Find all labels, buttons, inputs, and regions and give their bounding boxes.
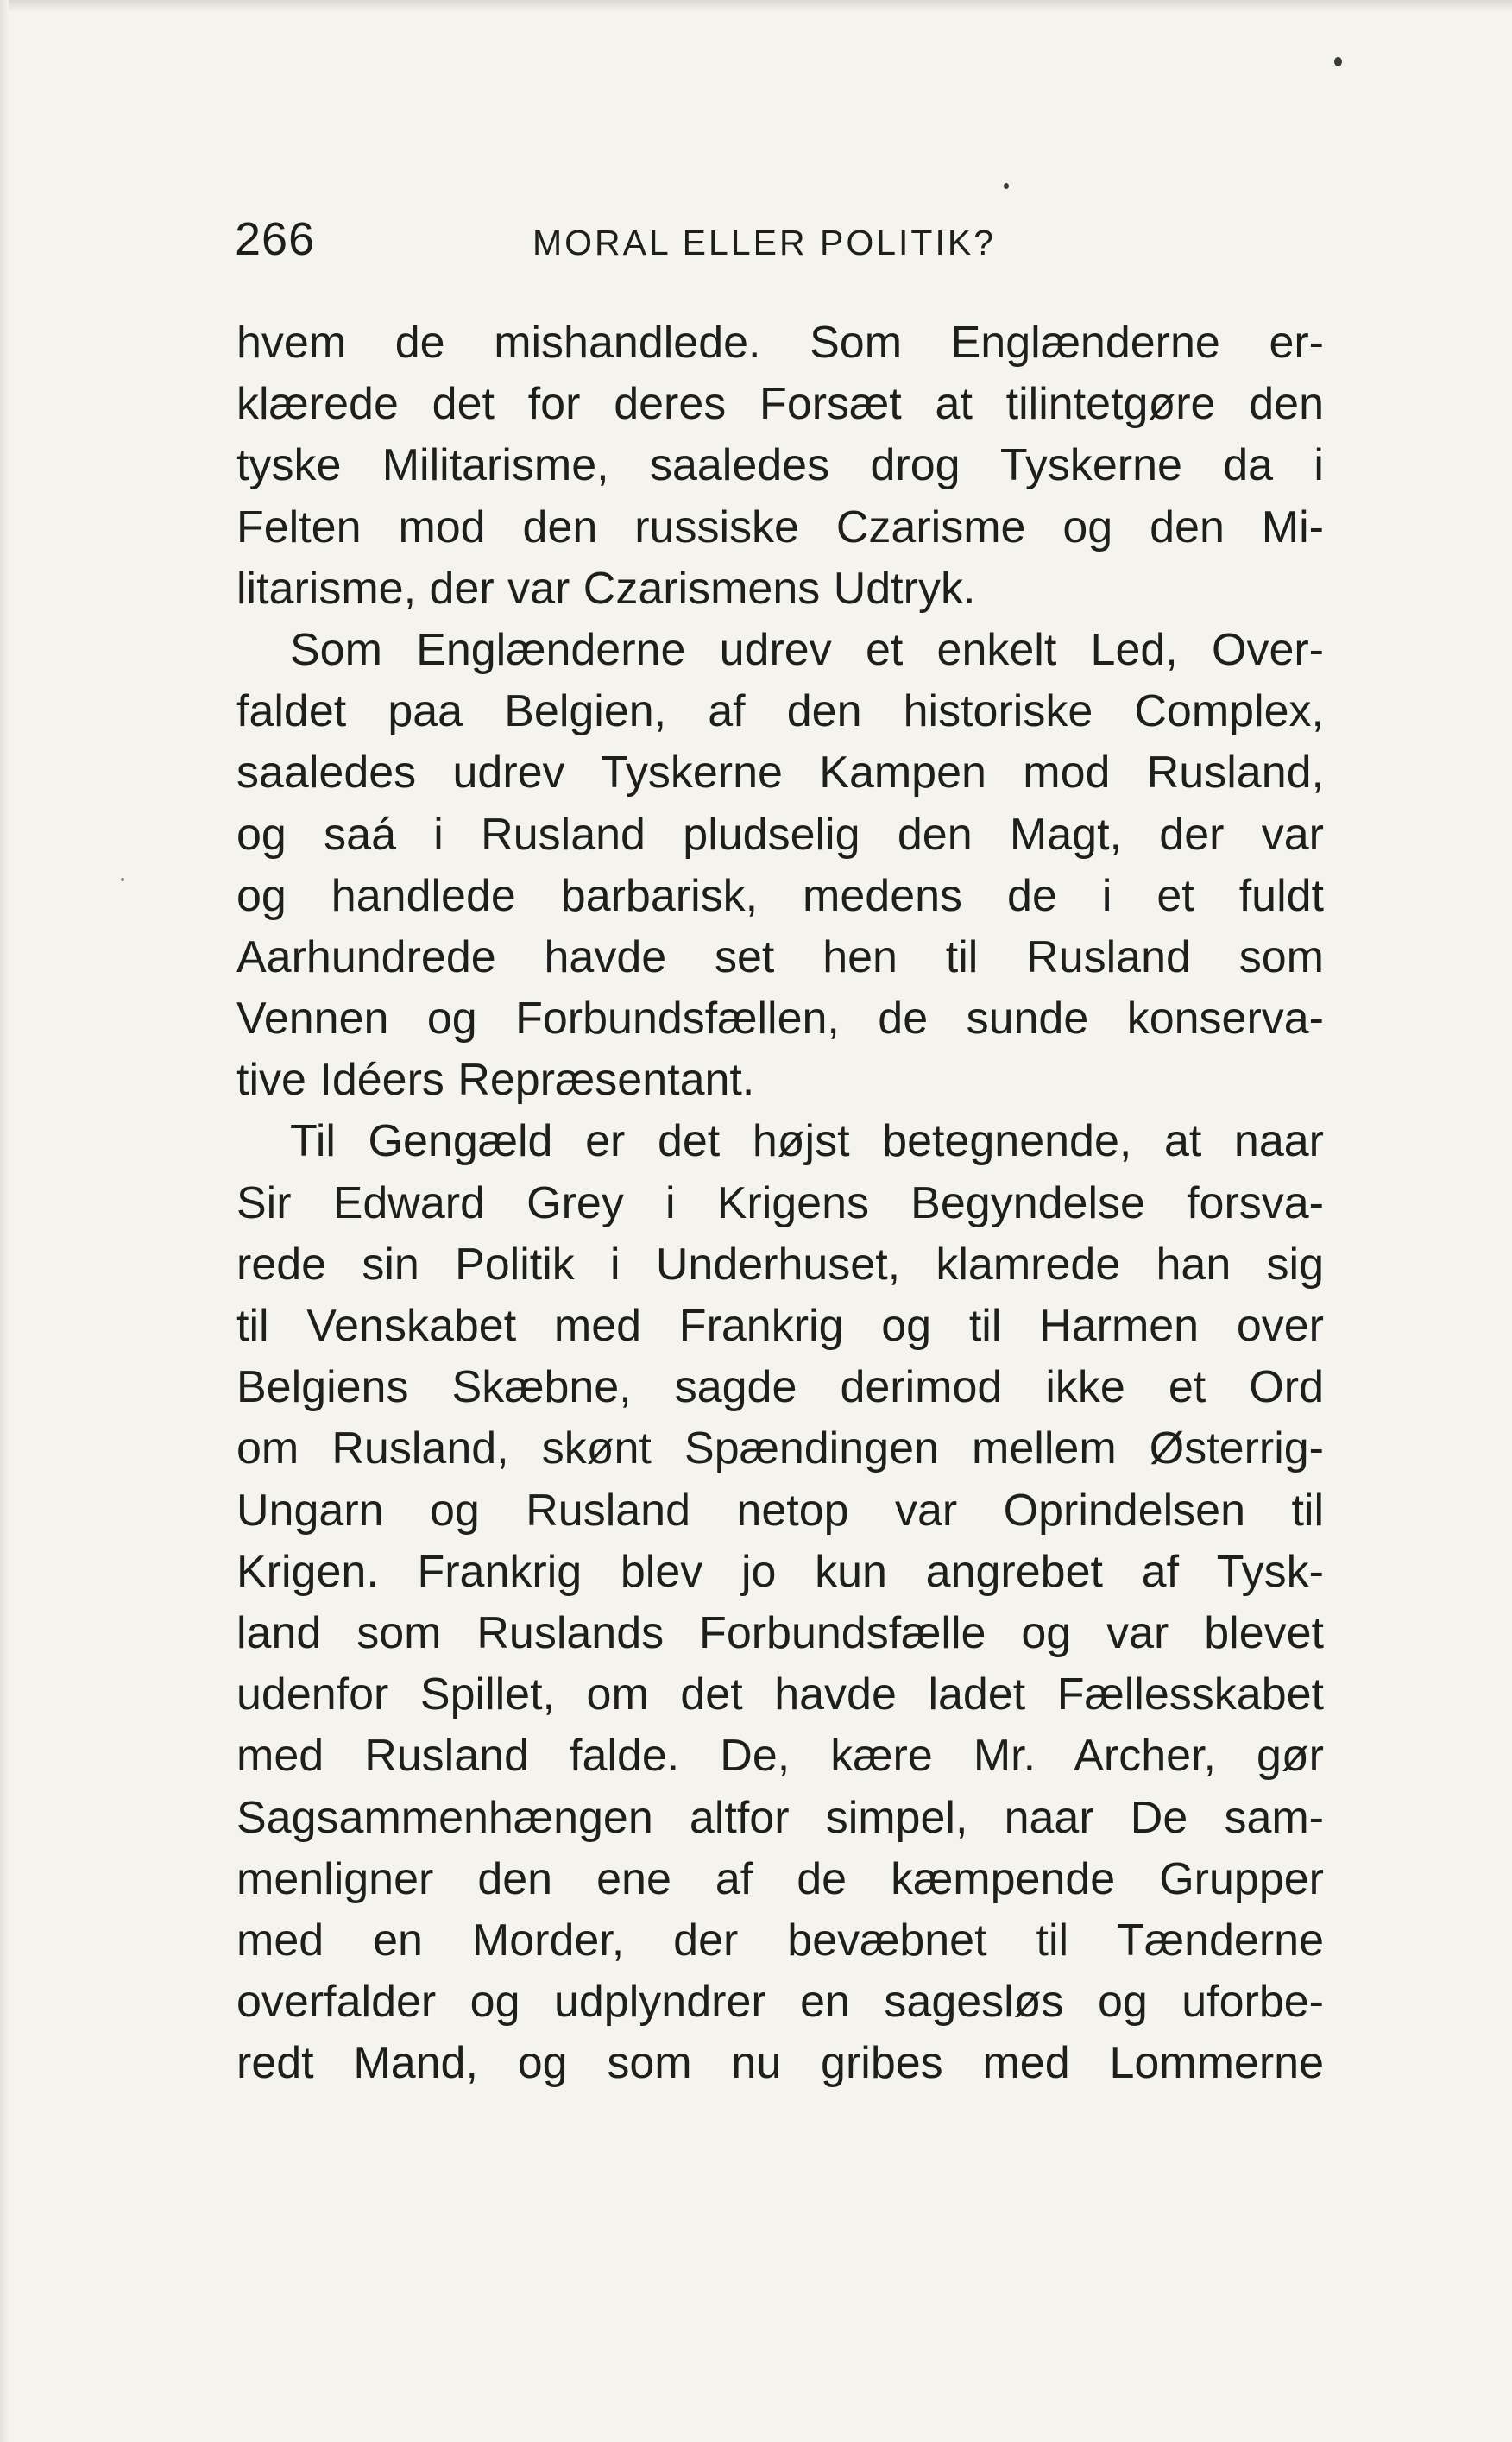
text-line: overfalder og udplyndrer en sagesløs og uforbe- (236, 1977, 1324, 2028)
ink-speck (1004, 183, 1009, 189)
text-line: Aarhundrede havde set hen til Rusland som (236, 931, 1324, 982)
text-line: klærede det for deres Forsæt at tilintetgøre den (236, 379, 1324, 430)
text-line: og handlede barbarisk, medens de i et fuldt (236, 870, 1324, 921)
text-line: med en Morder, der bevæbnet til Tænderne (236, 1915, 1324, 1966)
text-line: til Venskabet med Frankrig og til Harmen over (236, 1301, 1324, 1351)
text-line: saaledes udrev Tyskerne Kampen mod Rusland, (236, 748, 1324, 798)
text-line: Sir Edward Grey i Krigens Begyndelse forsva- (236, 1177, 1324, 1228)
text-line: Som Englænderne udrev et enkelt Led, Over- (290, 624, 1324, 675)
text-line: med Rusland falde. De, kære Mr. Archer, gør (236, 1731, 1324, 1782)
text-line: tyske Militarisme, saaledes drog Tyskerne da i (236, 440, 1324, 491)
text-line: Til Gengæld er det højst betegnende, at naar (290, 1116, 1324, 1167)
text-line: Ungarn og Rusland netop var Oprindelsen til (236, 1485, 1324, 1536)
body-text (236, 312, 1324, 2094)
page-left-edge (0, 0, 9, 2442)
text-line: land som Ruslands Forbundsfælle og var blevet (236, 1607, 1324, 1658)
text-line: faldet paa Belgien, af den historiske Complex, (236, 686, 1324, 737)
page-number: 266 (235, 213, 316, 265)
text-line: hvem de mishandlede. Som Englænderne er- (236, 318, 1324, 368)
text-line: litarisme, der var Czarismens Udtryk. (236, 563, 976, 614)
ink-speck (121, 878, 124, 881)
text-line: redt Mand, og som nu gribes med Lommerne (236, 2038, 1324, 2089)
running-head: MORAL ELLER POLITIK? (532, 223, 996, 262)
text-line: udenfor Spillet, om det havde ladet Fællesskabet (236, 1669, 1324, 1720)
text-line: Krigen. Frankrig blev jo kun angrebet af Tysk- (236, 1546, 1324, 1597)
page-header (235, 211, 1322, 272)
text-line: menligner den ene af de kæmpende Grupper (236, 1853, 1324, 1904)
text-line: Felten mod den russiske Czarisme og den Mi- (236, 502, 1324, 552)
text-line: om Rusland, skønt Spændingen mellem Østerrig- (236, 1423, 1324, 1474)
text-line: tive Idéers Repræsentant. (236, 1055, 755, 1106)
text-line: Vennen og Forbundsfællen, de sunde konserva- (236, 994, 1324, 1044)
text-line: Sagsammenhængen altfor simpel, naar De sam- (236, 1792, 1324, 1843)
text-line: Belgiens Skæbne, sagde derimod ikke et Ord (236, 1362, 1324, 1413)
page-top-edge (0, 0, 1512, 12)
text-line: rede sin Politik i Underhuset, klamrede han sig (236, 1239, 1324, 1290)
ink-speck (1334, 57, 1342, 66)
text-line: og saá i Rusland pludselig den Magt, der var (236, 809, 1324, 860)
